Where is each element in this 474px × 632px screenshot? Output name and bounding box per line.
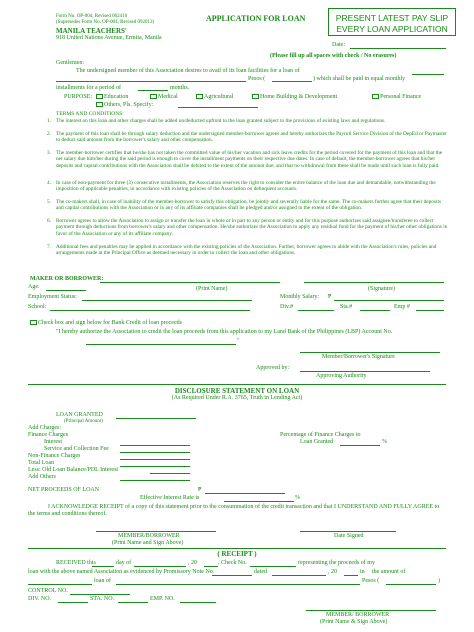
sta-no-label: STA. NO.	[90, 596, 115, 602]
term-4: 4. In case of non-payment for three (3) consecutive installments, the Association reserves the right to consider the entire balance of the loan due and demandable, notwithstanding the imposition of applicable penalties, in accordance with existing policies of the Association on delinquent accounts.	[47, 180, 436, 193]
add-others-field[interactable]	[120, 480, 190, 481]
employment-label: Employment Status:	[28, 294, 77, 300]
net-peso-sign: ₱	[198, 487, 202, 493]
received-month-field[interactable]	[134, 566, 186, 567]
div-no-label: DIV. NO.	[28, 596, 52, 602]
total-loan-field[interactable]	[120, 466, 190, 467]
member-borrower-caption: MEMBER/BORROWER	[118, 533, 180, 539]
purpose-personal-finance[interactable]: Personal Finance	[372, 94, 421, 101]
row-less-old-loan: Less: Old Loan Balance/PDL Interest	[28, 467, 119, 473]
representing-label: representing the proceeds of my	[298, 560, 375, 566]
check-no-field[interactable]	[250, 566, 296, 567]
row-add-others: Add Others	[28, 474, 56, 480]
loan-of-label: loan of	[94, 578, 111, 584]
loan-amount-field[interactable]	[412, 74, 444, 75]
row-add-charges: Add Charges:	[28, 425, 62, 431]
emp-no-label: EMP. NO.	[150, 596, 175, 602]
maker-label: MAKER OR BORROWER:	[30, 276, 104, 282]
pesos-field[interactable]	[272, 81, 312, 82]
term-7: 7. Additional fees and penalties may be applied in accordance with the existing policies of the Association. Further, borrower agrees to abide with the Association's rules, policies and arrangements made at the Principal Office as deemed necessary in order to collect the loan and other obligations.	[47, 244, 437, 257]
principal-caption: (Principal Amount)	[64, 419, 103, 424]
emp-field[interactable]	[416, 310, 444, 311]
term-1: 1. The interest on this loan and other charges shall be added on/deducted upfront to the loan granted subject to the provisions of existing laws and regulations.	[47, 118, 386, 124]
pay-slip-line-1: PRESENT LATEST PAY SLIP	[335, 13, 449, 23]
loan-line-label: loan with the above named Association as evidenced by Promissory Note No.	[28, 569, 215, 575]
months-field[interactable]	[138, 90, 168, 91]
receipt-pesos-field[interactable]	[386, 584, 436, 585]
row-service-fee: Service and Collection Fee	[44, 446, 109, 452]
term-3: 3. The member-borrower certifies that he/she has not taken the committed value of his/her vacation and sick leave credits for the period covered for the payment of this loan and that the net salary due him/her during the said period is enough to cover the installment payments on their respective due dates. In case of default, the member-borrower agrees that his/her deposits and capital contributions with the Association shall be debited to the extent of the amount due, and that no withdrawal from these shall be made until such loan is fully paid.	[47, 150, 443, 169]
terms-title: TERMS AND CONDITIONS:	[56, 111, 124, 117]
div-no-field[interactable]	[58, 602, 88, 603]
purpose-education[interactable]: Education	[96, 94, 128, 101]
purpose-others[interactable]: Others, Pls. Specify:	[96, 102, 153, 109]
receipt-pesos-label: Pesos (	[362, 578, 380, 584]
in-label: in	[360, 569, 365, 575]
amount-words-field[interactable]	[56, 81, 246, 82]
net-proceeds-field[interactable]	[205, 493, 285, 494]
row-non-finance: Non-Finance Charges	[28, 453, 81, 459]
checkbox-icon[interactable]	[150, 94, 157, 99]
sta-field[interactable]	[360, 310, 390, 311]
school-field[interactable]	[50, 310, 250, 311]
salutation: Gentlemen:	[56, 60, 84, 66]
pct-label-1: Percentage of Finance Charges to	[280, 432, 361, 438]
term-2: 2. The payment of this loan shall be through salary deduction and the undersigned member-borrower agrees and hereby authorizes the Payroll Service Division of the DepEd or Paymaster to deduct said amount from the borrower's salary and other compensation.	[47, 131, 447, 144]
pct-sign: %	[382, 439, 387, 445]
acknowledgment: I ACKNOWLEDGE RECEIPT of a copy of this statement prior to the consummation of the credit transaction and that I UNDERSTAND AND FULLY AGREE to the terms and conditions thereof.	[28, 504, 440, 518]
print-sign-caption: (Print Name and Sign Above)	[112, 540, 184, 546]
quote-close: "	[237, 338, 240, 344]
checkbox-icon[interactable]	[252, 94, 259, 99]
pct-field[interactable]	[340, 445, 380, 446]
salary-field[interactable]	[334, 300, 444, 301]
old-loan-field[interactable]	[150, 473, 190, 474]
bank-authorization: "I hereby authorize the Association to credit the loan proceeds from this application to my Land Bank of the Philippines (LBP) Account No.	[56, 329, 393, 335]
eir-field[interactable]	[224, 501, 294, 502]
year2-label: , 20	[328, 569, 337, 575]
checkbox-icon[interactable]	[372, 94, 379, 99]
purpose-label: PURPOSE:	[64, 94, 93, 100]
age-field[interactable]	[46, 290, 86, 291]
member-signature-line[interactable]	[300, 352, 440, 353]
loan-granted-field[interactable]	[116, 418, 196, 419]
control-no-field[interactable]	[70, 594, 130, 595]
fill-note: (Please fill up all spaces with check / No erasures)	[270, 53, 397, 59]
disclosure-subtitle: (As Required Under R.A. 3765, Truth in Lending Act)	[171, 395, 303, 401]
loan-amount-words-field[interactable]	[116, 584, 360, 585]
form-title: APPLICATION FOR LOAN	[206, 14, 306, 23]
lbp-account-field[interactable]	[86, 344, 236, 345]
control-no-label: CONTROL NO.	[28, 588, 68, 594]
maker-signature-field[interactable]	[304, 282, 444, 283]
bank-credit-option[interactable]: Check box and sign below for Bank Credit of loan proceeds	[30, 320, 182, 327]
receipt-signature-line[interactable]	[306, 610, 436, 611]
loan-type-field[interactable]	[28, 584, 92, 585]
intro-text: The undersigned member of this Association desires to avail of its loan facilities for a loan of	[76, 68, 300, 74]
date-field[interactable]	[350, 48, 446, 49]
months-label: months.	[170, 85, 190, 91]
approving-caption: Approving Authority	[316, 373, 367, 379]
dated-field[interactable]	[272, 575, 326, 576]
disclosure-title: DISCLOSURE STATEMENT ON LOAN	[174, 387, 300, 395]
emp-no-field[interactable]	[180, 602, 216, 603]
checkbox-icon[interactable]	[96, 94, 103, 99]
member-signature-caption: Member/Borrower's Signature	[322, 354, 395, 360]
div-field[interactable]	[298, 310, 334, 311]
term-5: 5. The co-makers shall, in case of inability of the member-borrower to satisfy this obligation, be jointly and severally liable for the same. The co-makers further agree that their deposits and capital contributions with the Association or in any of its affiliate companies shall be pledged and/or assigned to the extent of the obligation.	[47, 199, 442, 212]
service-fee-field[interactable]	[120, 452, 190, 453]
purpose-agricultural[interactable]: Agricultural	[196, 94, 233, 101]
school-label: School:	[28, 304, 47, 310]
signature-caption: (Signature)	[368, 286, 395, 292]
div-label: Div.#	[280, 304, 294, 310]
day-of-label: day of	[116, 560, 132, 566]
receipt-divider	[28, 548, 446, 549]
employment-field[interactable]	[82, 300, 252, 301]
promissory-note-field[interactable]	[212, 575, 252, 576]
receipt-close-paren: )	[438, 578, 440, 584]
purpose-home-building[interactable]: Home Building & Development	[252, 94, 337, 101]
sta-label: Sta.#	[340, 304, 353, 310]
maker-name-field[interactable]	[100, 282, 280, 283]
non-finance-field[interactable]	[120, 459, 190, 460]
checkbox-icon[interactable]	[30, 320, 37, 325]
pesos-label: Pesos (	[248, 76, 266, 82]
peso-sign: ₱	[328, 294, 332, 300]
pay-slip-notice	[328, 8, 456, 36]
year-label: , 20	[188, 560, 197, 566]
loan-granted-label: LOAN GRANTED	[56, 412, 103, 418]
net-proceeds-label: NET PROCEEDS OF LOAN	[28, 487, 100, 493]
pct-label-2: Loan Granted	[300, 439, 334, 445]
org-name: MANILA TEACHERS'	[56, 27, 127, 35]
purpose-medical[interactable]: Medical	[150, 94, 178, 101]
print-name-caption: (Print Name)	[196, 286, 228, 292]
emp-label: Emp #	[394, 304, 410, 310]
received-year-field[interactable]	[204, 566, 218, 567]
age-label: Age:	[28, 284, 40, 290]
purpose-others-field[interactable]	[178, 107, 258, 108]
date-label: Date:	[332, 42, 345, 48]
supersedes-note: (Supersedes Form No. OP-004, Revised 092013)	[56, 20, 155, 25]
approved-label: Approved by:	[256, 365, 290, 371]
divider	[28, 384, 446, 385]
org-address: 918 United Nations Avenue, Ermita, Manila	[56, 35, 162, 41]
checkbox-icon[interactable]	[196, 94, 203, 99]
received-label: RECEIVED this	[56, 560, 96, 566]
installments-label: installments for a period of	[56, 85, 121, 91]
row-total-loan: Total Loan	[28, 460, 55, 466]
approver-line[interactable]	[300, 371, 430, 372]
eir-pct: %	[295, 495, 300, 501]
checkbox-icon[interactable]	[96, 102, 103, 107]
date-signed-caption: Date Signed	[334, 533, 364, 539]
sta-no-field[interactable]	[118, 602, 148, 603]
paid-text: ) which shall be paid in equal monthly	[313, 76, 406, 82]
row-interest: Interest	[44, 439, 62, 445]
pay-slip-line-2: EVERY LOAN APPLICATION	[336, 24, 448, 35]
eir-label: Effective Interest Rate is	[140, 495, 200, 501]
term-6: 6. Borrower agrees to allow the Association to assign or transfer the loan in whole or in part to any person or entity and for this purpose authorizes said assignee/transferee to collect payment through deductions from borrower's salary and other compensation. He/she authorizes the Association to apply any residual fund for the payment of his/her other obligations in favor of the Association or any of its affiliate company.	[47, 218, 448, 237]
dated-label: dated	[254, 569, 267, 575]
row-finance-charges: Finance Charges	[28, 432, 69, 438]
receipt-print-caption: (Print Name & Sign Above)	[320, 619, 388, 625]
dated-year-field[interactable]	[344, 575, 358, 576]
receipt-title: ( RECEIPT )	[217, 550, 257, 558]
interest-field[interactable]	[120, 445, 190, 446]
borrower-signature-line[interactable]	[96, 531, 216, 532]
salary-label: Monthly Salary:	[280, 294, 320, 300]
date-signed-line[interactable]	[300, 531, 396, 532]
check-no-label: . Check No.	[218, 560, 247, 566]
received-day-field[interactable]	[92, 566, 114, 567]
amount-of-label: the amount of	[372, 569, 406, 575]
form-number: Form No. OP-004, Revised 002410	[56, 14, 128, 19]
receipt-member-caption: MEMBER/ BORROWER	[326, 612, 390, 618]
